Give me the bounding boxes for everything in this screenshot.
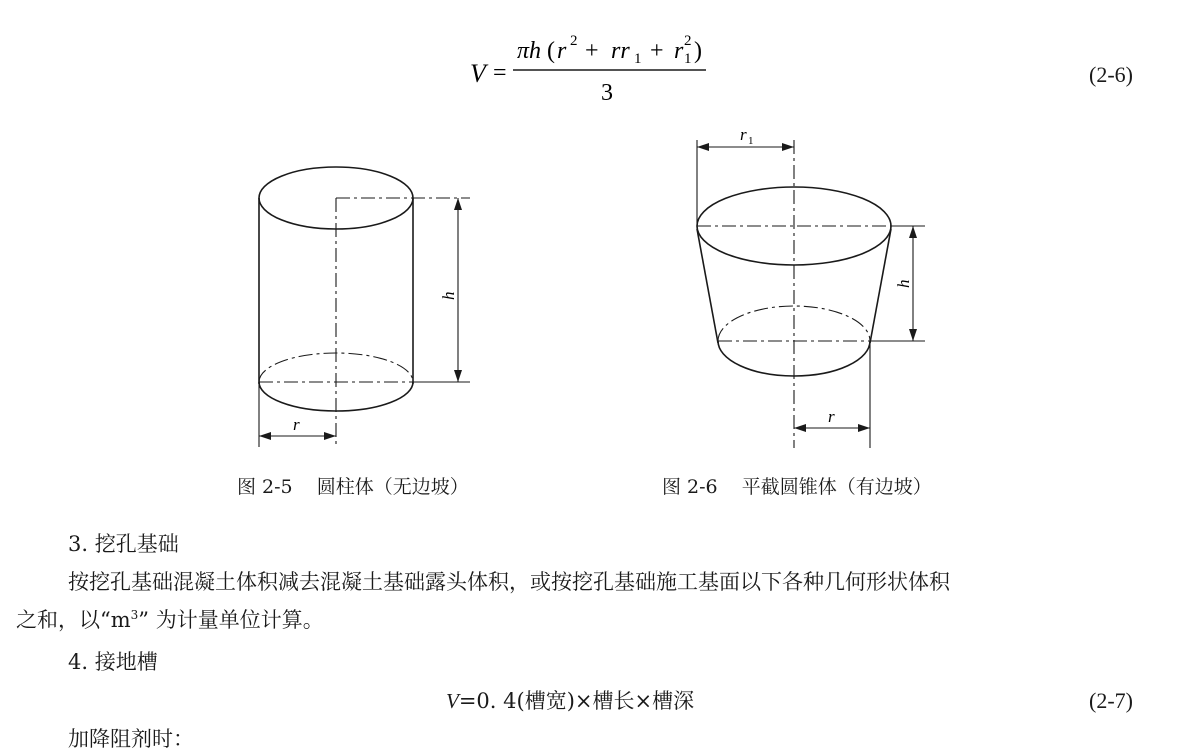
- r1-label-sub: 1: [748, 135, 754, 147]
- formula-sq: 2: [570, 33, 578, 49]
- section-3-paragraph-line-2: [16, 597, 324, 643]
- formula-lhs: V: [470, 59, 486, 88]
- formula-equals: =: [493, 60, 507, 86]
- h-label: h: [439, 291, 458, 300]
- r1-arrow-left: [697, 143, 709, 151]
- frustum-r-arrow-left: [794, 424, 806, 432]
- frustum-r-label: r: [828, 407, 835, 426]
- section-3-heading: 3. 挖孔基础: [68, 532, 179, 556]
- formula-pi-h: πh: [517, 38, 542, 64]
- figure-2-5-caption: 图 2-5 圆柱体（无边坡）: [237, 476, 469, 498]
- unit-superscript: 3: [130, 608, 139, 622]
- frustum-h-label: h: [894, 279, 913, 288]
- r1-label: r: [740, 125, 747, 144]
- r1-arrow-right: [782, 143, 794, 151]
- formula-rr: rr: [611, 38, 630, 64]
- r-label: r: [293, 415, 300, 434]
- formula-plus-2: +: [650, 38, 664, 64]
- unit-prefix: 之和，以“m: [16, 608, 131, 632]
- unit-suffix: ” 为计量单位计算。: [138, 608, 324, 632]
- formula-denominator: 3: [601, 80, 613, 106]
- formula-sub-1a: 1: [634, 51, 642, 67]
- frustum-h-arrow-bottom: [909, 329, 917, 341]
- equation-number-2-7: (2-7): [1089, 688, 1133, 713]
- formula-2-7-v: V: [446, 689, 459, 713]
- frustum-left-edge: [697, 229, 718, 343]
- formula-sub-1b: 1: [684, 51, 692, 67]
- frustum-r-arrow-right: [858, 424, 870, 432]
- formula-r1: r: [674, 38, 684, 64]
- formula-plus-1: +: [585, 38, 599, 64]
- formula-2-7: [446, 685, 694, 715]
- frustum-h-arrow-top: [909, 226, 917, 238]
- formula-close-paren: ): [694, 38, 702, 64]
- section-3-paragraph-line-1: 按挖孔基础混凝土体积减去混凝土基础露头体积，或按挖孔基础施工基面以下各种几何形状体积: [68, 570, 950, 594]
- section-4-heading: 4. 接地槽: [68, 650, 158, 674]
- formula-r: r: [557, 38, 567, 64]
- equation-number-2-6: (2-6): [1089, 62, 1133, 87]
- section-4-next-line: 加降阻剂时：: [68, 727, 194, 751]
- formula-open-paren: (: [547, 38, 555, 64]
- frustum-right-edge: [870, 229, 891, 343]
- figure-2-6-caption: 图 2-6 平截圆锥体（有边坡）: [662, 476, 932, 498]
- formula-2-7-expression: =0. 4(槽宽)×槽长×槽深: [458, 689, 695, 713]
- formula-sq2: 2: [684, 33, 692, 49]
